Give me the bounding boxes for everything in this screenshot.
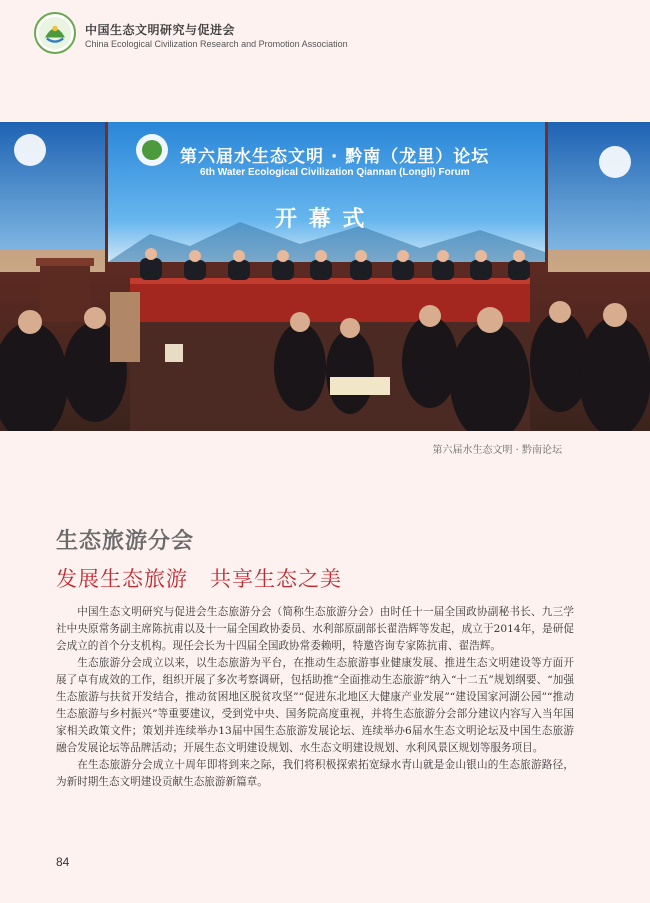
section-subtitle: 发展生态旅游 共享生态之美: [56, 567, 342, 591]
page-number: 84: [56, 855, 70, 869]
banner-title: 第六届水生态文明 · 黔南（龙里）论坛: [180, 147, 490, 167]
forum-photo: [0, 122, 650, 431]
body-text: [56, 604, 574, 791]
section-title: 生态旅游分会: [56, 529, 195, 554]
paragraph-achievements: 生态旅游分会成立以来，以生态旅游为平台，在推动生态旅游事业健康发展、推进生态文明建设等方面开展了卓有成效的工作，组织开展了多次考察调研，包括助推“全面推动生态旅游”纳入“十二五”规划纲要、“加强生态旅游与扶贫开发结合，推动贫困地区脱贫攻坚”“促进东北地区大健康产业发展”“建设国家河湖公园”“推动生态旅游与乡村振兴”等重要建议，受到党中央、国务院高度重视，并将生态旅游分会部分建议内容写入当年国家相关政策文件；策划并连续举办13届中国生态旅游发展论坛、连续举办6届水生态文明论坛及中国生态旅游融合发展论坛等品牌活动；开展生态文明建设规划、水生态文明建设规划、水利风景区规划等服务项目。: [56, 657, 574, 754]
org-name-cn: 中国生态文明研究与促进会: [85, 23, 236, 37]
page-header: [0, 0, 650, 70]
org-name-en: China Ecological Civilization Research and Promotion Association: [85, 39, 348, 49]
paragraph-outlook: 在生态旅游分会成立十周年即将到来之际，我们将积极探索拓宽绿水青山就是金山银山的生态旅游路径，为新时期生态文明建设贡献生态旅游新篇章。: [56, 759, 574, 788]
paragraph-intro: 中国生态文明研究与促进会生态旅游分会（简称生态旅游分会）由时任十一届全国政协副秘书长、九三学社中央原常务副主席陈抗甫以及十一届全国政协委员、水利部原副部长翟浩辉等发起，成立于2014年，是研促会成立的首个分支机构。现任会长为十四届全国政协常委赖明，特邀咨询专家陈抗甫、翟浩辉。: [56, 606, 574, 652]
photo-caption: 第六届水生态文明 · 黔南论坛: [432, 445, 562, 456]
banner-ceremony: 开 幕 式: [275, 207, 367, 232]
association-logo-icon: [34, 12, 76, 54]
banner-subtitle: 6th Water Ecological Civilization Qiannan (Longli) Forum: [200, 167, 470, 178]
